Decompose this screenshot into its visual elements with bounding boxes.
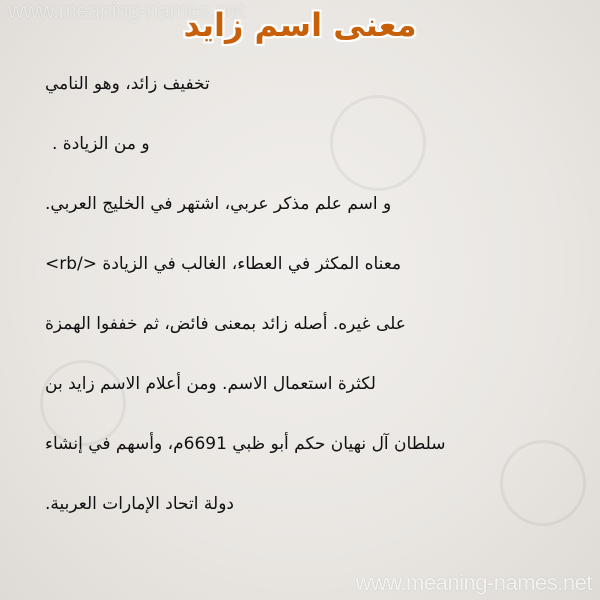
text-line: و اسم علم مذكر عربي، اشتهر في الخليج العربي. [45,194,392,214]
text-line: معناه المكثر في العطاء، الغالب في الزيادة </rb> [45,254,402,274]
text-line: تخفيف زائد، وهو النامي [45,74,210,94]
text-line: على غيره. أصله زائد بمعنى فائض، ثم خففوا الهمزة [45,314,406,334]
text-line: لكثرة استعمال الاسم. ومن أعلام الاسم زايد بن [45,374,376,394]
text-line: و من الزيادة . [52,134,150,154]
watermark-top: www.meaning-names.net [8,0,245,23]
watermark-bottom: www.meaning-names.net [355,570,592,595]
text-line: دولة اتحاد الإمارات العربية. [45,494,234,514]
page-title: معنى اسم زايد [183,6,417,44]
text-line: سلطان آل نهيان حكم أبو ظبي 6691م، وأسهم في إنشاء [45,434,446,454]
